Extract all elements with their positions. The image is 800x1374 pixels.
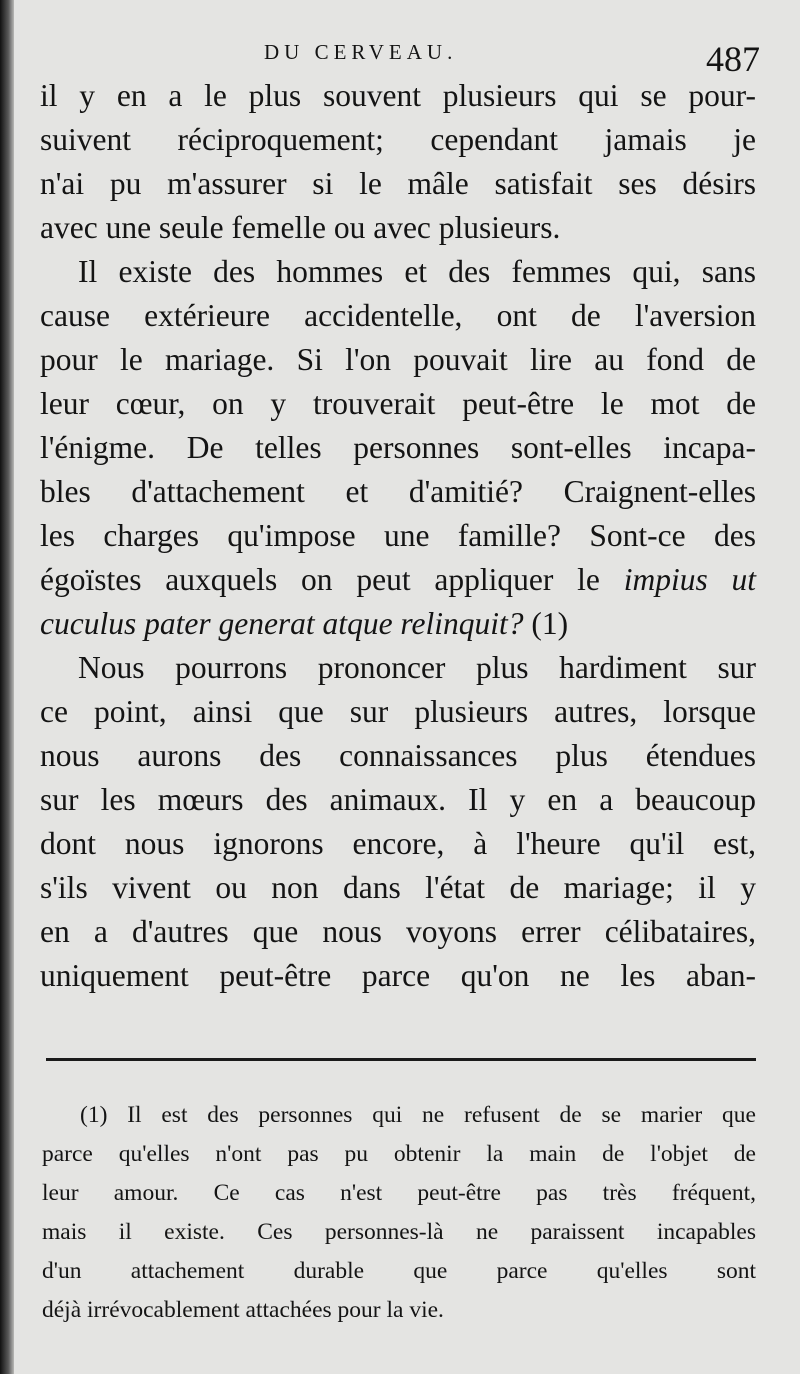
- text-segment: égoïstes auxquels on peut appliquer le: [40, 562, 600, 597]
- text-line: dont nous ignorons encore, à l'heure qu'il est,: [40, 826, 756, 861]
- running-title: DU CERVEAU.: [264, 40, 458, 64]
- main-text: [40, 74, 756, 998]
- footnote-line: leur amour. Ce cas n'est peut-être pas très fréquent,: [42, 1180, 756, 1206]
- text-line: s'ils vivent ou non dans l'état de mariage; il y: [40, 870, 756, 905]
- text-line: avec une seule femelle ou avec plusieurs.: [40, 210, 561, 245]
- text-line: leur cœur, on y trouverait peut-être le mot de: [40, 386, 756, 421]
- text-line: l'énigme. De telles personnes sont-elles incapa-: [40, 430, 756, 465]
- text-line: bles d'attachement et d'amitié? Craignent-elles: [40, 474, 756, 509]
- footnote-line: (1) Il est des personnes qui ne refusent de se marier que: [80, 1102, 756, 1128]
- text-line-with-italic: [40, 602, 756, 646]
- text-line-with-italic: [40, 558, 756, 602]
- book-page: [14, 0, 800, 1374]
- text-line: uniquement peut-être parce qu'on ne les aban-: [40, 958, 756, 993]
- text-line: ce point, ainsi que sur plusieurs autres, lorsque: [40, 694, 756, 729]
- text-line: cause extérieure accidentelle, ont de l'aversion: [40, 298, 756, 333]
- page-edge-shadow: [0, 0, 14, 1374]
- text-line: suivent réciproquement; cependant jamais je: [40, 122, 756, 157]
- latin-quote-start: impius ut: [623, 562, 756, 597]
- text-line: pour le mariage. Si l'on pouvait lire au fond de: [40, 342, 756, 377]
- latin-quote-end: cuculus pater generat atque relinquit?: [40, 606, 524, 641]
- text-line: n'ai pu m'assurer si le mâle satisfait ses désirs: [40, 166, 756, 201]
- footnote-line: parce qu'elles n'ont pas pu obtenir la main de l'objet de: [42, 1141, 756, 1167]
- footnote: [42, 1096, 756, 1330]
- text-line: nous aurons des connaissances plus étendues: [40, 738, 756, 773]
- text-line: les charges qu'impose une famille? Sont-ce des: [40, 518, 756, 553]
- text-line: il y en a le plus souvent plusieurs qui se pour-: [40, 78, 756, 113]
- text-line: Il existe des hommes et des femmes qui, sans: [78, 254, 756, 289]
- text-line: en a d'autres que nous voyons errer célibataires,: [40, 914, 756, 949]
- footnote-separator-rule: [46, 1058, 756, 1061]
- footnote-line: d'un attachement durable que parce qu'elles sont: [42, 1258, 756, 1284]
- footnote-line: déjà irrévocablement attachées pour la vie.: [42, 1297, 444, 1323]
- page-number: 487: [706, 39, 760, 79]
- text-line: Nous pourrons prononcer plus hardiment sur: [78, 650, 756, 685]
- footnote-reference: (1): [523, 606, 569, 641]
- footnote-line: mais il existe. Ces personnes-là ne paraissent incapables: [42, 1219, 756, 1245]
- text-line: sur les mœurs des animaux. Il y en a beaucoup: [40, 782, 756, 817]
